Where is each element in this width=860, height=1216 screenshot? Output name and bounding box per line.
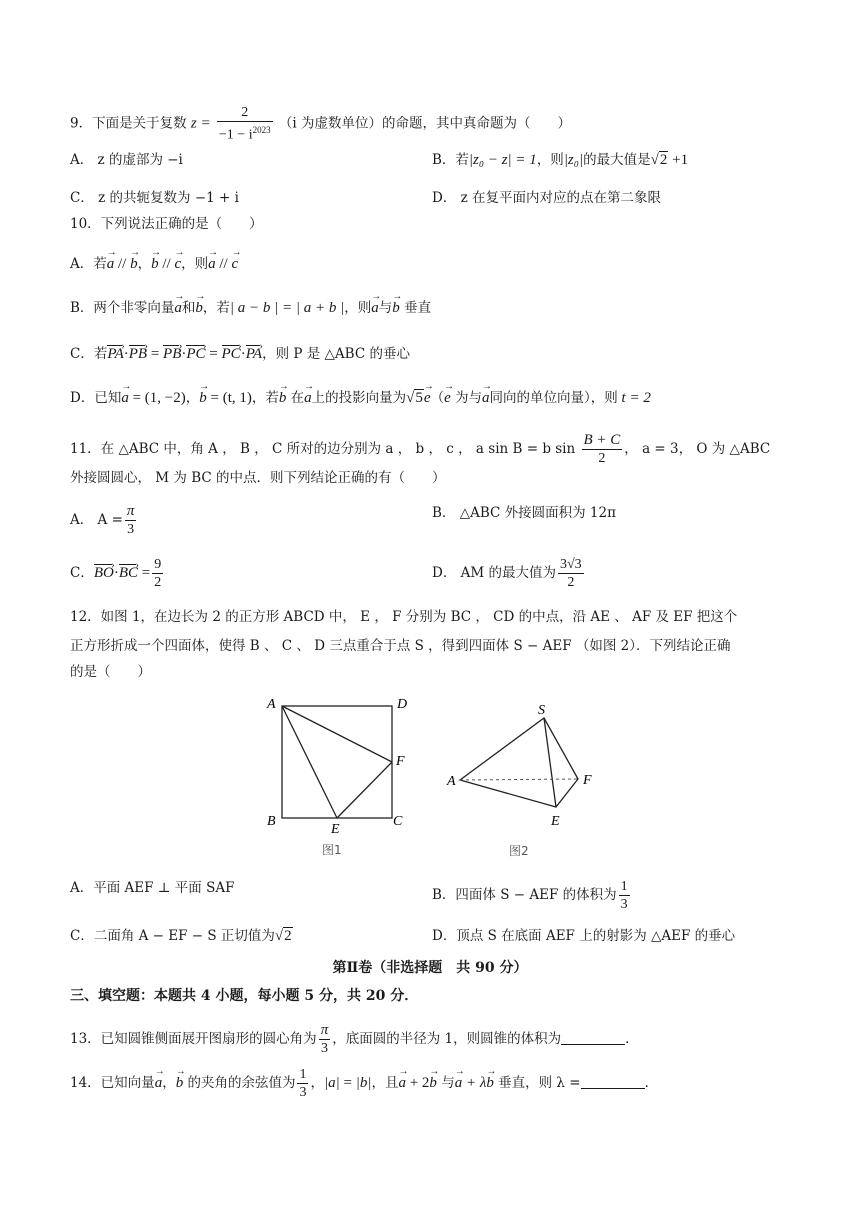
q9-option-c: C． z 的共轭复数为 −1 + i xyxy=(70,190,239,206)
q10-d-t: t = 2 xyxy=(617,390,651,406)
q10-a-vec-c2: → c xyxy=(231,254,238,274)
section2-heading: 三、填空题：本题共 4 小题，每小题 5 分，共 20 分． xyxy=(70,988,419,1004)
q10-a-vec-a: → a xyxy=(107,254,115,274)
q13-num: π xyxy=(320,1022,329,1038)
q14-abs-a: |a| xyxy=(323,1075,340,1091)
fig2-caption: 图2 xyxy=(509,844,529,858)
q12-b-pre: B．四面体 S − AEF 的体积为 xyxy=(432,887,617,903)
q14-num: 1 xyxy=(299,1067,307,1082)
q11-line1-pre: 11．在 △ABC 中，角 A ， B ， C 所对的边分别为 a ， b ， c ， a sin B = b sin xyxy=(70,441,576,457)
q10-c-vec-pa: PA › xyxy=(107,344,123,364)
q9-option-a: A． z 的虚部为 −i xyxy=(70,152,183,168)
q9-stem-mid: （i 为虚数单位）的命题，其中真命题为（ xyxy=(278,115,531,132)
fig1-square xyxy=(282,706,392,818)
q10-d-vec-b2: → b xyxy=(279,388,287,408)
q10-a-par2: // xyxy=(158,256,175,272)
q10-c-vec-pc: PC › xyxy=(186,344,205,364)
q9-b-expr: |z₀ − z| = 1 xyxy=(468,152,537,168)
q9-b-tail: +1 xyxy=(668,152,689,168)
q11-fraction xyxy=(582,432,623,467)
q12-option-c: C．二面角 A − EF − S 正切值为√2 xyxy=(70,928,292,944)
q12-stem-line3: 的是（ ） xyxy=(70,664,151,680)
q14-v1-b: → b xyxy=(429,1073,437,1093)
q12-b-num: 1 xyxy=(620,879,628,894)
q9-frac-den-exp: 2023 xyxy=(252,125,271,135)
q9-stem xyxy=(70,104,571,144)
q10-c-vec-pb2: PB › xyxy=(163,344,181,364)
fig1-line-ae xyxy=(282,706,337,818)
q12-option-b xyxy=(432,878,632,913)
q11-option-a xyxy=(70,503,138,538)
fig1-line-af xyxy=(282,706,392,762)
q10-d-proj: 上的投影向量为 xyxy=(311,390,407,406)
q9-b-mid: ，则 xyxy=(536,152,564,168)
q11-a-frac xyxy=(125,503,137,538)
q10-b-vec-b2: → b xyxy=(392,298,400,318)
q11-stem-line2: 外接圆圆心， M 为 BC 的中点．则下列结论正确的有（ ） xyxy=(70,470,446,486)
q9-frac-den xyxy=(217,122,273,144)
q14-cond-eq: = xyxy=(339,1075,356,1091)
q14-v2-mid: + λ xyxy=(462,1075,487,1091)
q10-b-post: 垂直 xyxy=(399,300,432,316)
q10-a-par1: // xyxy=(114,256,131,272)
q13-pre: 13．已知圆锥侧面展开图扇形的圆心角为 xyxy=(70,1031,317,1047)
q11-stem-line1 xyxy=(70,432,770,467)
q10-b-with: 与 xyxy=(378,300,393,316)
q14-v2-b: → b xyxy=(486,1073,494,1093)
q13-den: 3 xyxy=(320,1041,328,1056)
q9-number: 9． xyxy=(70,115,93,132)
q9-fraction xyxy=(217,104,273,144)
q10-d-paren-end: 同向的单位向量），则 xyxy=(489,390,618,406)
q10-b-then: ，则 xyxy=(344,300,372,316)
q10-d-vec-e2: → e xyxy=(444,388,451,408)
q10-b-vec-a: → a xyxy=(174,298,182,318)
q9-b-pre: B．若 xyxy=(432,152,469,168)
q10-a-pre: A．若 xyxy=(70,256,107,272)
q10-a-par3: // xyxy=(215,256,232,272)
q14-frac xyxy=(297,1066,308,1101)
fig2-label-a: A xyxy=(447,774,456,789)
q10-a-vec-b: → b xyxy=(130,254,138,274)
q10-d-sep: ， xyxy=(185,390,200,406)
q13-post: ，底面圆的半径为 1，则圆锥的体积为 xyxy=(332,1031,562,1047)
fig2-label-f: F xyxy=(583,773,592,788)
q10-a-vec-a2: → a xyxy=(208,254,216,274)
q13-stem xyxy=(70,1022,639,1057)
q14-vec-b: → b xyxy=(176,1073,184,1093)
q9-frac-num: 2 xyxy=(217,104,273,122)
fig1-label-d: D xyxy=(397,697,408,712)
q11-c-vec-bo: BO › xyxy=(94,563,114,583)
q11-option-d xyxy=(432,556,586,591)
q10-c-vec-pa2: PA › xyxy=(246,344,262,364)
fig2-label-s: S xyxy=(538,703,545,718)
q10-option-c: C．若PA ›·PB › = PB ›·PC › = PC ›·PA ›，则 P 是 △ABC 的垂心 xyxy=(70,344,410,364)
q12-stem-line1: 12．如图 1，在边长为 2 的正方形 ABCD 中， E ， F 分别为 BC ， CD 的中点，沿 AE 、 AF 及 EF 把这个 xyxy=(70,609,738,625)
q13-end: ． xyxy=(625,1031,639,1047)
q14-v1-mid: + 2 xyxy=(405,1075,430,1091)
q10-option-d: D．已知→ a = (1, −2)，→ b = (t, 1)，若→ b 在→ a上的投影向量为√5→ e（→ e 为与→ a同向的单位向量），则 t = 2 xyxy=(70,388,651,408)
q10-a-vec-b2: → b xyxy=(151,254,159,274)
q9-option-d: D． z 在复平面内对应的点在第二象限 xyxy=(432,190,662,206)
q10-b-expr: | a − b | = | a + b | xyxy=(229,300,345,316)
q12-b-den: 3 xyxy=(620,897,628,912)
q10-d-vec-a: → a xyxy=(121,388,129,408)
q14-stem xyxy=(70,1066,658,1101)
q11-frac-num: B + C xyxy=(583,432,621,448)
q10-d-aval: = (1, −2) xyxy=(128,390,186,406)
q9-option-b: B．若|z₀ − z| = 1，则|z₀|的最大值是√2 +1 xyxy=(432,152,689,168)
q14-den: 3 xyxy=(299,1085,307,1100)
fig2-line-se xyxy=(544,718,556,807)
q14-cond: ， xyxy=(310,1075,324,1091)
fig2-outline xyxy=(460,718,578,807)
q10-stem: 10．下列说法正确的是（ ） xyxy=(70,216,263,232)
q11-frac-den: 2 xyxy=(598,451,606,466)
q11-c-vec-bc: BC › xyxy=(119,563,138,583)
q10-b-vec-a2: → a xyxy=(371,298,379,318)
q10-d-sqrt: 5 xyxy=(415,390,423,406)
q14-answer-blank[interactable] xyxy=(581,1074,645,1089)
q14-perp: 垂直，则 λ = xyxy=(493,1075,581,1091)
q10-b-if: ，若 xyxy=(202,300,230,316)
q9-b-sqrt-val: 2 xyxy=(659,152,668,168)
q11-d-den: 2 xyxy=(567,575,575,590)
q10-a-vec-c: → c xyxy=(174,254,181,274)
q14-v1-a: → a xyxy=(398,1073,406,1093)
q11-c-dot: · xyxy=(113,565,119,581)
q12-c-sqrt: 2 xyxy=(284,928,292,944)
q14-v2-a: → a xyxy=(455,1073,463,1093)
fig2-label-e: E xyxy=(551,814,560,829)
fig1-label-c: C xyxy=(393,814,403,829)
q9-stem-end: ） xyxy=(557,115,571,132)
q14-sep: ， xyxy=(162,1075,176,1091)
q11-a-num: π xyxy=(126,503,135,519)
q13-frac xyxy=(319,1022,331,1057)
q10-b-pre: B．两个非零向量 xyxy=(70,300,175,316)
q10-d-vec-a2: → a xyxy=(304,388,312,408)
q14-mid: 的夹角的余弦值为 xyxy=(183,1075,296,1091)
q12-b-frac xyxy=(619,878,630,913)
q11-a-pre: A． A = xyxy=(70,512,123,528)
section2-title: 第Ⅱ卷（非选择题 共 90 分） xyxy=(332,960,528,976)
q12-figure-2 xyxy=(445,700,615,865)
q11-c-den: 2 xyxy=(154,575,162,590)
q10-a-then: ，则 xyxy=(181,256,209,272)
fig1-label-b: B xyxy=(267,814,276,829)
q12-option-a: A．平面 AEF ⊥ 平面 SAF xyxy=(70,880,235,896)
q10-d-on: 在 xyxy=(286,390,305,406)
q10-c-pre: C．若 xyxy=(70,346,108,362)
q10-d-mid: ，若 xyxy=(251,390,279,406)
q10-d-pre: D．已知 xyxy=(70,390,122,406)
q12-option-d: D．顶点 S 在底面 AEF 上的射影为 △AEF 的垂心 xyxy=(432,928,736,944)
q10-b-and: 和 xyxy=(181,300,196,316)
q10-d-paren: （ xyxy=(430,390,445,406)
fig2-line-af-hidden xyxy=(460,779,578,780)
q10-option-b xyxy=(70,298,431,318)
q9-b-post: 的最大值是 xyxy=(583,152,651,168)
q11-d-num: 3√3 xyxy=(559,557,582,572)
fig1-line-ef xyxy=(337,762,392,818)
q14-vec-a: → a xyxy=(155,1073,163,1093)
q14-with: 与 xyxy=(436,1075,455,1091)
q10-d-vec-e: → e xyxy=(424,388,431,408)
fig1-label-f: F xyxy=(396,754,405,769)
q9-frac-den-base: −1 − i xyxy=(218,127,253,143)
q14-pre: 14．已知向量 xyxy=(70,1075,155,1091)
q9-stem-pre: 下面是关于复数 xyxy=(92,115,187,132)
q11-c-pre: C． xyxy=(70,565,94,581)
q9-b-expr2: |z₀| xyxy=(563,152,584,168)
q14-and: ，且 xyxy=(371,1075,399,1091)
q12-figure-1 xyxy=(258,692,418,862)
q10-c-vec-pb: PB › xyxy=(129,344,147,364)
q11-line1-post: ， a = 3， O 为 △ABC xyxy=(624,441,771,457)
q11-d-pre: D． AM 的最大值为 xyxy=(432,565,556,581)
q11-c-eq: = xyxy=(138,565,151,581)
fig1-caption: 图1 xyxy=(322,843,342,857)
q10-d-vec-b: → b xyxy=(199,388,207,408)
q14-abs-b: |b| xyxy=(355,1075,372,1091)
q10-c-vec-pc2: PC › xyxy=(222,344,241,364)
q10-b-vec-b: → b xyxy=(195,298,203,318)
q9-z-eq: z = xyxy=(190,115,211,132)
q10-a-sep: ， xyxy=(137,256,152,272)
q13-answer-blank[interactable] xyxy=(561,1030,625,1045)
q11-d-frac xyxy=(558,556,584,591)
q12-c-pre: C．二面角 A − EF − S 正切值为 xyxy=(70,928,275,944)
q10-d-vec-a3: → a xyxy=(482,388,490,408)
fig1-label-e: E xyxy=(331,822,340,837)
q11-c-frac xyxy=(152,556,163,591)
fig1-label-a: A xyxy=(267,697,276,712)
q10-option-a xyxy=(70,254,238,274)
q10-d-paren-mid: 为与 xyxy=(450,390,483,406)
q14-end: ． xyxy=(644,1075,659,1091)
q11-option-b: B． △ABC 外接圆面积为 12π xyxy=(432,505,616,521)
q10-d-bval: = (t, 1) xyxy=(206,390,252,406)
q11-option-c xyxy=(70,556,165,591)
q11-a-den: 3 xyxy=(127,522,135,537)
q10-c-post: ，则 P 是 △ABC 的垂心 xyxy=(262,346,410,362)
q12-stem-line2: 正方形折成一个四面体，使得 B 、 C 、 D 三点重合于点 S ，得到四面体 S − AEF （如图 2）．下列结论正确 xyxy=(70,638,731,654)
q11-c-num: 9 xyxy=(154,557,162,572)
